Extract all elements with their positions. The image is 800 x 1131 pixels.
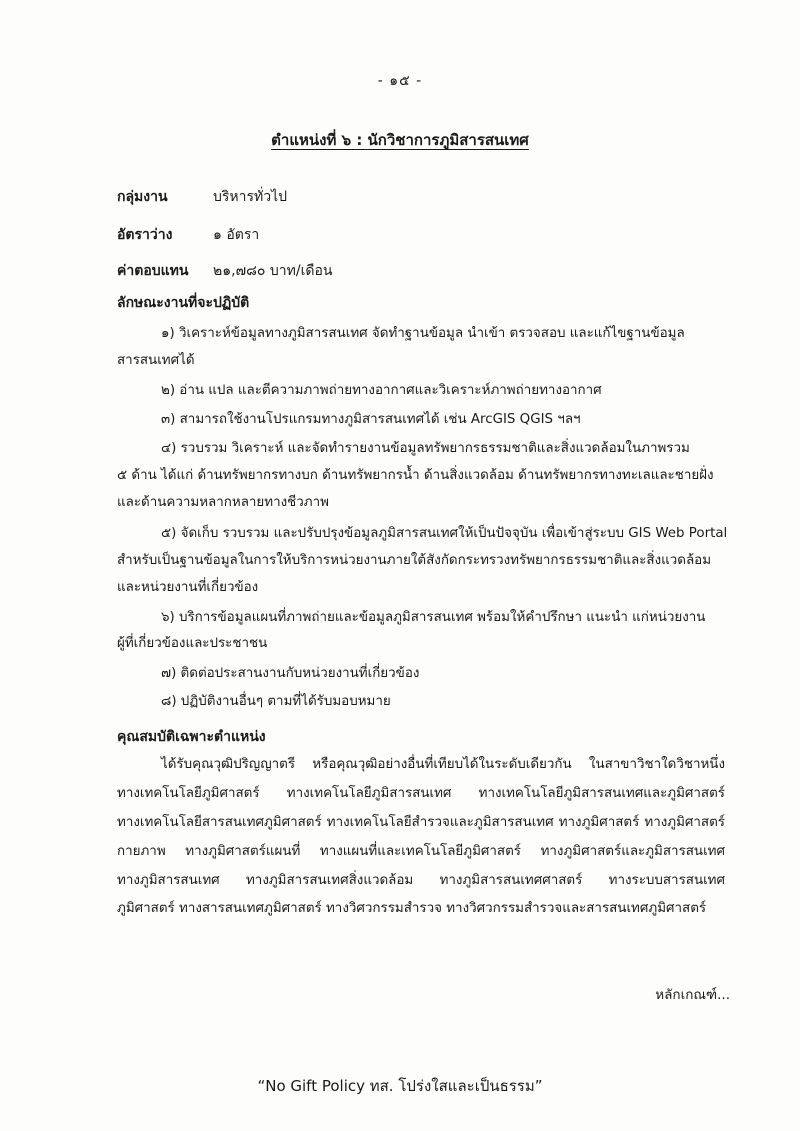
- field-label: ค่าตอบแทน: [117, 263, 189, 279]
- qualification-line: กายภาพ ทางภูมิศาสตร์แผนที่ ทางแผนที่และเทคโนโลยีภูมิศาสตร์ ทางภูมิศาสตร์และภูมิสารสนเทศ: [117, 844, 725, 859]
- field-value: ๑ อัตรา: [213, 227, 260, 243]
- duty-line: และด้านความหลากหลายทางชีวภาพ: [117, 495, 329, 510]
- field-salary: [117, 260, 332, 282]
- field-label: กลุ่มงาน: [117, 189, 168, 205]
- duty-line: ๕) จัดเก็บ รวบรวม และปรับปรุงข้อมูลภูมิสารสนเทศให้เป็นปัจจุบัน เพื่อเข้าสู่ระบบ GIS Web Portal: [161, 526, 728, 541]
- field-work-group: [117, 186, 287, 208]
- position-title: [0, 128, 800, 152]
- qualification-line: ภูมิศาสตร์ ทางสารสนเทศภูมิศาสตร์ ทางวิศวกรรมสำรวจ ทางวิศวกรรมสำรวจและสารสนเทศภูมิศาสตร์: [117, 901, 707, 916]
- position-title-text: ตำแหน่งที่ ๖ : นักวิชาการภูมิสารสนเทศ: [271, 131, 529, 149]
- duty-line: ๖) บริการข้อมูลแผนที่ภาพถ่ายและข้อมูลภูมิสารสนเทศ พร้อมให้คำปรึกษา แนะนำ แก่หน่วยงาน: [161, 610, 706, 625]
- duty-line: ๗) ติดต่อประสานงานกับหน่วยงานที่เกี่ยวข้อง: [161, 666, 420, 681]
- field-label: อัตราว่าง: [117, 227, 173, 243]
- qualification-line: ทางเทคโนโลยีสารสนเทศภูมิศาสตร์ ทางเทคโนโลยีสำรวจและภูมิสารสนเทศ ทางภูมิศาสตร์ ทางภูมิศาสตร์: [117, 815, 725, 830]
- page-number: - ๑๕ -: [377, 73, 423, 89]
- duty-line: ผู้ที่เกี่ยวข้องและประชาชน: [117, 636, 268, 651]
- continued-marker: หลักเกณฑ์...: [655, 987, 730, 1003]
- duty-line: สารสนเทศได้: [117, 353, 195, 368]
- footer-slogan: “No Gift Policy ทส. โปร่งใสและเป็นธรรม”: [257, 1077, 543, 1095]
- duty-line: สำหรับเป็นฐานข้อมูลในการให้บริการหน่วยงานภายใต้สังกัดกระทรวงทรัพยากรธรรมชาติและสิ่งแวดล้อม: [117, 553, 712, 568]
- duty-line: ๔) รวบรวม วิเคราะห์ และจัดทำรายงานข้อมูลทรัพยากรธรรมชาติและสิ่งแวดล้อมในภาพรวม: [161, 441, 690, 456]
- duty-line: ๓) สามารถใช้งานโปรแกรมทางภูมิสารสนเทศได้ เช่น ArcGIS QGIS ฯลฯ: [161, 412, 581, 427]
- duty-line: ๒) อ่าน แปล และตีความภาพถ่ายทางอากาศและวิเคราะห์ภาพถ่ายทางอากาศ: [161, 383, 602, 398]
- duty-line: และหน่วยงานที่เกี่ยวข้อง: [117, 580, 259, 595]
- field-value: ๒๑,๗๘๐ บาท/เดือน: [213, 263, 333, 279]
- qualification-line: ทางเทคโนโลยีภูมิศาสตร์ ทางเทคโนโลยีภูมิสารสนเทศ ทางเทคโนโลยีภูมิสารสนเทศและภูมิศาสตร์: [117, 786, 725, 801]
- qualification-line: ได้รับคุณวุฒิปริญญาตรี หรือคุณวุฒิอย่างอื่นที่เทียบได้ในระดับเดียวกัน ในสาขาวิชาใดวิชาหนึ่ง: [161, 757, 725, 772]
- duty-line: ๘) ปฏิบัติงานอื่นๆ ตามที่ได้รับมอบหมาย: [161, 694, 391, 709]
- duties-heading: ลักษณะงานที่จะปฏิบัติ: [117, 295, 250, 311]
- qualifications-heading: คุณสมบัติเฉพาะตำแหน่ง: [117, 729, 266, 745]
- field-vacancy: [117, 224, 259, 246]
- qualification-line: ทางภูมิสารสนเทศ ทางภูมิสารสนเทศสิ่งแวดล้อม ทางภูมิสารสนเทศศาสตร์ ทางระบบสารสนเทศ: [117, 873, 725, 888]
- duty-line: ๑) วิเคราะห์ข้อมูลทางภูมิสารสนเทศ จัดทำฐานข้อมูล นำเข้า ตรวจสอบ และแก้ไขฐานข้อมูล: [161, 326, 685, 341]
- field-value: บริหารทั่วไป: [213, 189, 288, 205]
- duty-line: ๕ ด้าน ได้แก่ ด้านทรัพยากรทางบก ด้านทรัพยากรน้ำ ด้านสิ่งแวดล้อม ด้านทรัพยากรทางทะเลและชายฝั่ง: [117, 468, 714, 483]
